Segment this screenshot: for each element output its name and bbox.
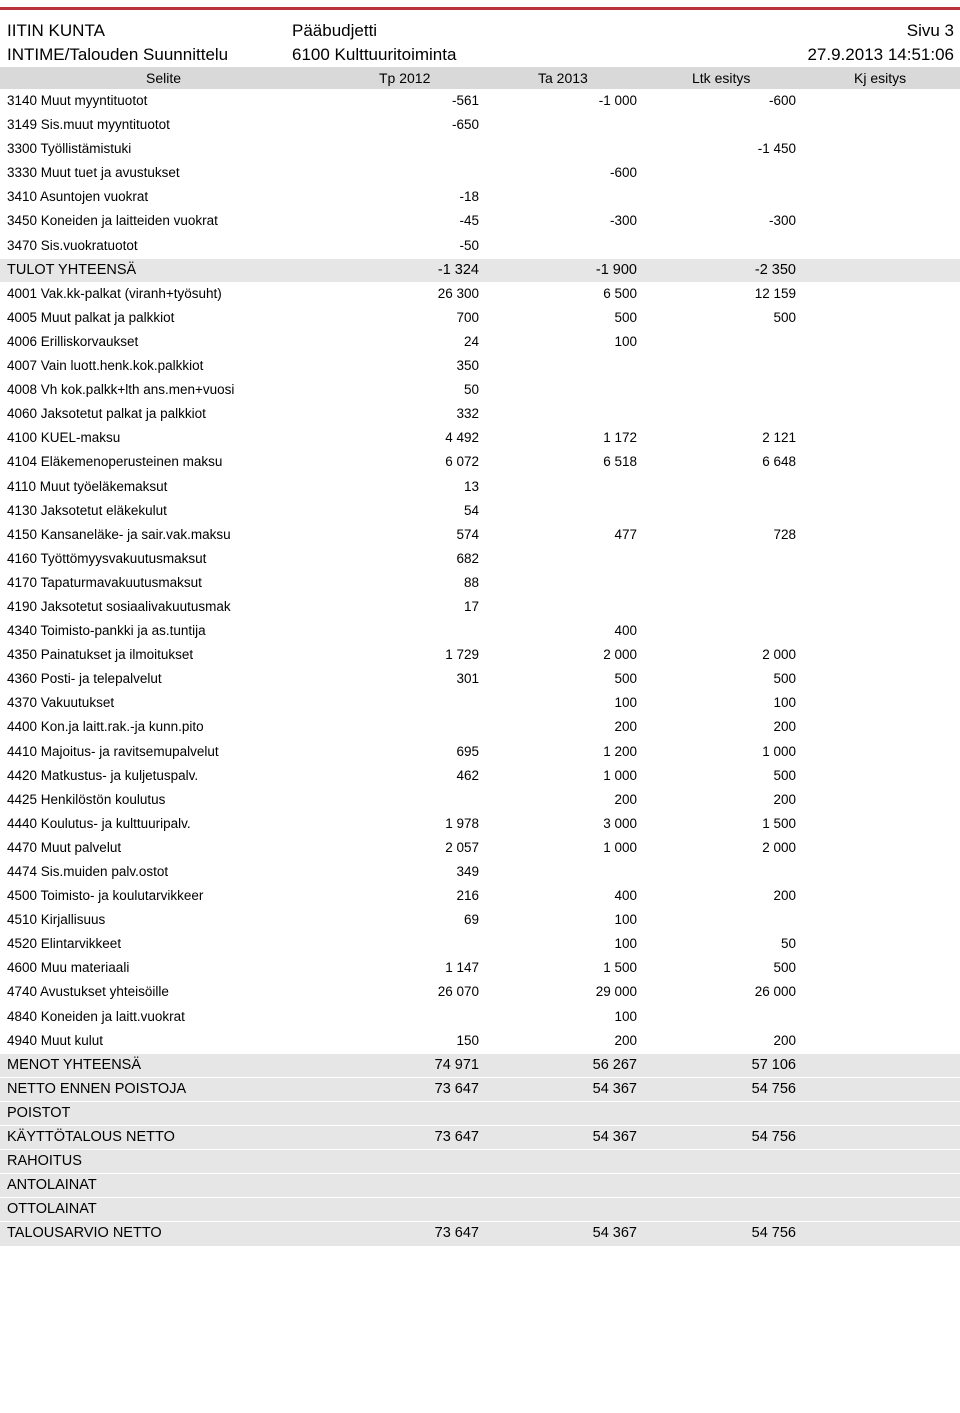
table-row [0,476,960,500]
row-label: 4400 Kon.ja laitt.rak.-ja kunn.pito [7,719,204,735]
table-row [0,620,960,644]
cell-ltk-esitys: 12 159 [754,285,796,301]
row-label: 3140 Muut myyntituotot [7,93,148,108]
row-label: 4104 Eläkemenoperusteinen maksu [7,454,223,470]
cell-tp2012: 73 647 [434,1080,479,1097]
cell-ltk-esitys: 50 [780,936,796,952]
cell-tp2012: 13 [463,478,479,494]
table-row [0,379,960,403]
cell-ta2013: 200 [614,1032,637,1048]
row-label: TULOT YHTEENSÄ [7,261,137,278]
cell-ta2013: 100 [614,912,637,928]
summary-row [0,259,960,283]
cell-tp2012: 26 070 [437,984,479,1000]
table-row [0,861,960,885]
row-label: 4440 Koulutus- ja kulttuuripalv. [7,815,191,831]
cell-tp2012: 26 300 [437,285,479,301]
summary-row [0,1126,960,1150]
division-name: INTIME/Talouden Suunnittelu [7,45,229,64]
row-label: 4340 Toimisto-pankki ja as.tuntija [7,623,206,639]
cell-tp2012: 1 729 [445,647,479,663]
row-label: 3149 Sis.muut myyntituotot [7,117,170,133]
cell-ltk-esitys: -2 350 [754,261,796,278]
table-row [0,548,960,572]
cell-tp2012: 150 [456,1032,479,1048]
table-row [0,692,960,716]
row-label: RAHOITUS [7,1153,82,1170]
row-label: 4005 Muut palkat ja palkkiot [7,309,175,325]
cell-tp2012: 1 978 [445,815,479,831]
cell-tp2012: 682 [456,550,479,566]
table-row [0,162,960,186]
table-row [0,933,960,957]
cell-ta2013: 100 [614,695,637,711]
summary-row [0,1198,960,1222]
cell-ltk-esitys: 2 000 [762,839,796,855]
table-row [0,668,960,692]
row-label: NETTO ENNEN POISTOJA [7,1080,187,1097]
cell-tp2012: 50 [463,382,479,398]
row-label: 4410 Majoitus- ja ravitsemupalvelut [7,743,219,759]
row-label: 4190 Jaksotetut sosiaalivakuutusmak [7,598,231,614]
cell-tp2012: 88 [463,574,479,590]
cell-tp2012: -50 [459,237,479,253]
cell-ta2013: 2 000 [603,647,637,663]
table-row [0,114,960,138]
cell-ta2013: -600 [609,165,637,181]
cell-tp2012: 74 971 [434,1056,479,1073]
row-label: 4370 Vakuutukset [7,695,115,711]
row-label: 4001 Vak.kk-palkat (viranh+työsuht) [7,285,222,301]
summary-row [0,1174,960,1198]
cell-ta2013: 1 172 [603,430,637,446]
cell-ta2013: 1 000 [603,839,637,855]
row-label: 4150 Kansaneläke- ja sair.vak.maksu [7,526,231,542]
table-row [0,355,960,379]
row-label: OTTOLAINAT [7,1201,97,1218]
row-label: 4840 Koneiden ja laitt.vuokrat [7,1008,185,1024]
cell-ta2013: 3 000 [603,815,637,831]
row-label: 4006 Erilliskorvaukset [7,333,139,349]
row-label: 4007 Vain luott.henk.kok.palkkiot [7,358,204,374]
budget-type: Pääbudjetti [292,21,378,40]
table-row [0,572,960,596]
cell-ta2013: 1 200 [603,743,637,759]
header-accent-line [0,7,960,10]
table-row [0,885,960,909]
cell-ta2013: 200 [614,719,637,735]
table-row [0,500,960,524]
table-row [0,741,960,765]
cell-ta2013: -1 900 [595,261,637,278]
summary-row [0,1150,960,1174]
row-label: TALOUSARVIO NETTO [7,1225,162,1242]
cell-ta2013: 200 [614,791,637,807]
row-label: 4060 Jaksotetut palkat ja palkkiot [7,406,206,422]
table-row [0,210,960,234]
cell-ltk-esitys: 1 500 [762,815,796,831]
row-label: 4100 KUEL-maksu [7,430,121,446]
cell-ta2013: -300 [609,213,637,229]
cell-ltk-esitys: 200 [773,1032,796,1048]
row-label: 4510 Kirjallisuus [7,912,106,928]
row-label: 3410 Asuntojen vuokrat [7,189,149,205]
cell-tp2012: 4 492 [445,430,479,446]
table-row [0,981,960,1005]
col-header-tp2012: Tp 2012 [379,70,431,86]
table-row [0,90,960,114]
table-row [0,837,960,861]
cell-ltk-esitys: 200 [773,719,796,735]
cell-ta2013: 500 [614,671,637,687]
cell-ta2013: 54 367 [592,1225,637,1242]
cell-tp2012: 69 [463,912,479,928]
table-row [0,235,960,259]
col-header-ta2013: Ta 2013 [538,70,588,86]
row-label: 4940 Muut kulut [7,1032,104,1048]
cell-ltk-esitys: -1 450 [757,141,796,157]
cell-ltk-esitys: 54 756 [751,1129,796,1146]
row-label: 4350 Painatukset ja ilmoitukset [7,647,194,663]
row-label: 4110 Muut työeläkemaksut [7,478,168,494]
cell-ltk-esitys: 2 000 [762,647,796,663]
table-row [0,427,960,451]
column-header-band [0,67,960,89]
row-label: 4170 Tapaturmavakuutusmaksut [7,574,202,590]
cell-tp2012: 24 [463,333,479,349]
table-row [0,813,960,837]
cell-ltk-esitys: 26 000 [754,984,796,1000]
row-label: KÄYTTÖTALOUS NETTO [7,1129,175,1146]
cell-tp2012: -650 [451,117,479,133]
cell-tp2012: 700 [456,309,479,325]
cell-tp2012: 73 647 [434,1225,479,1242]
table-row [0,596,960,620]
table-row [0,644,960,668]
cell-ltk-esitys: 54 756 [751,1080,796,1097]
col-header-ltk-esitys: Ltk esitys [692,70,751,86]
cell-tp2012: -1 324 [437,261,479,278]
cell-tp2012: 2 057 [445,839,479,855]
cell-tp2012: 73 647 [434,1129,479,1146]
cell-ta2013: 54 367 [592,1129,637,1146]
row-label: 4008 Vh kok.palkk+lth ans.men+vuosi [7,382,235,398]
cell-ta2013: 56 267 [592,1056,637,1073]
table-row [0,1006,960,1030]
budget-table [0,90,960,1247]
cell-ltk-esitys: 500 [773,309,796,325]
cell-tp2012: 216 [456,888,479,904]
cell-tp2012: 6 072 [445,454,479,470]
cell-ta2013: 400 [614,623,637,639]
cell-ta2013: 100 [614,333,637,349]
cell-tp2012: 695 [456,743,479,759]
cell-ta2013: 100 [614,936,637,952]
summary-row [0,1222,960,1246]
row-label: 4520 Elintarvikkeet [7,936,122,952]
row-label: 3300 Työllistämistuki [7,141,132,157]
row-label: 4425 Henkilöstön koulutus [7,791,166,807]
cell-ltk-esitys: 200 [773,888,796,904]
table-row [0,789,960,813]
cell-ta2013: 400 [614,888,637,904]
cell-ltk-esitys: 2 121 [762,430,796,446]
row-label: 4500 Toimisto- ja koulutarvikkeer [7,888,204,904]
row-label: 3470 Sis.vuokratuotot [7,237,138,253]
table-row [0,957,960,981]
table-row [0,307,960,331]
row-label: 4360 Posti- ja telepalvelut [7,671,162,687]
table-row [0,765,960,789]
org-name: IITIN KUNTA [7,21,105,40]
cell-tp2012: 574 [456,526,479,542]
cell-ta2013: 6 500 [603,285,637,301]
cell-ta2013: 500 [614,309,637,325]
row-label: ANTOLAINAT [7,1177,97,1194]
row-label: 4474 Sis.muiden palv.ostot [7,864,169,879]
cell-ltk-esitys: -600 [768,93,796,108]
unit-name: 6100 Kulttuuritoiminta [292,45,457,64]
cell-ta2013: 100 [614,1008,637,1024]
cell-ltk-esitys: 57 106 [751,1056,796,1073]
cell-ltk-esitys: 1 000 [762,743,796,759]
cell-tp2012: -45 [459,213,479,229]
cell-ta2013: 1 500 [603,960,637,976]
cell-ltk-esitys: 500 [773,960,796,976]
cell-ltk-esitys: 100 [773,695,796,711]
cell-tp2012: 349 [456,864,479,879]
row-label: 3450 Koneiden ja laitteiden vuokrat [7,213,218,229]
cell-tp2012: 301 [456,671,479,687]
cell-ltk-esitys: 500 [773,767,796,783]
report-datetime: 27.9.2013 14:51:06 [807,45,954,64]
cell-tp2012: 332 [456,406,479,422]
cell-tp2012: 17 [463,598,479,614]
cell-ltk-esitys: 728 [773,526,796,542]
col-header-selite: Selite [146,70,182,86]
page-number: Sivu 3 [906,21,954,40]
table-row [0,451,960,475]
cell-ta2013: 1 000 [603,767,637,783]
summary-row [0,1078,960,1102]
row-label: 4740 Avustukset yhteisöille [7,984,169,1000]
row-label: MENOT YHTEENSÄ [7,1056,142,1073]
row-label: 4470 Muut palvelut [7,839,122,855]
cell-ta2013: 54 367 [592,1080,637,1097]
cell-ta2013: 6 518 [603,454,637,470]
row-label: 4600 Muu materiaali [7,960,130,976]
cell-tp2012: 462 [456,767,479,783]
row-label: 4160 Työttömyysvakuutusmaksut [7,550,207,566]
row-label: 4420 Matkustus- ja kuljetuspalv. [7,767,199,783]
summary-row [0,1054,960,1078]
table-row [0,186,960,210]
cell-ltk-esitys: 500 [773,671,796,687]
cell-tp2012: 1 147 [445,960,479,976]
row-label: 4130 Jaksotetut eläkekulut [7,502,167,518]
table-row [0,403,960,427]
table-row [0,138,960,162]
cell-tp2012: -18 [459,189,479,205]
table-row [0,909,960,933]
table-row [0,524,960,548]
cell-ta2013: 29 000 [595,984,637,1000]
col-header-kj-esitys: Kj esitys [854,70,907,86]
row-label: POISTOT [7,1104,71,1121]
table-row [0,283,960,307]
cell-ta2013: -1 000 [598,93,637,108]
cell-ta2013: 477 [614,526,637,542]
row-label: 3330 Muut tuet ja avustukset [7,165,180,181]
table-row [0,1030,960,1054]
cell-ltk-esitys: -300 [768,213,796,229]
cell-tp2012: 350 [456,358,479,374]
cell-ltk-esitys: 54 756 [751,1225,796,1242]
cell-ltk-esitys: 6 648 [762,454,796,470]
cell-tp2012: 54 [463,502,479,518]
table-row [0,716,960,740]
table-row [0,331,960,355]
cell-tp2012: -561 [451,93,479,108]
summary-row [0,1102,960,1126]
cell-ltk-esitys: 200 [773,791,796,807]
